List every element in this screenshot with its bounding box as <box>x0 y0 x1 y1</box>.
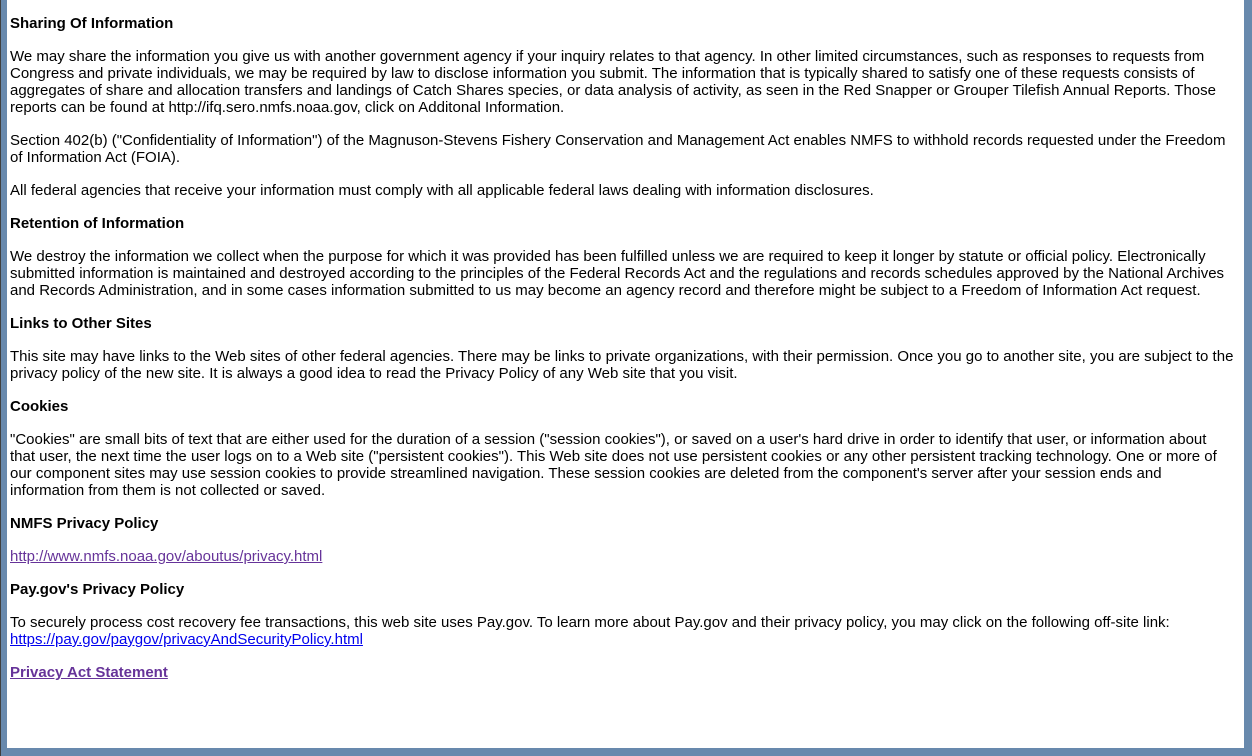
paragraph-privacy-act <box>10 664 1234 681</box>
nmfs-privacy-policy-link[interactable]: http://www.nmfs.noaa.gov/aboutus/privacy.html <box>10 548 323 565</box>
privacy-policy-page <box>1 0 1252 756</box>
paragraph-nmfs-link <box>10 548 1234 565</box>
paragraph-cookies: "Cookies" are small bits of text that are either used for the duration of a session ("session cookies"), or saved on a user's hard drive in order to identify that user, or information about that user, the next time the user logs on to a Web site ("persistent cookies"). This Web site does not use persistent cookies or any other persistent tracking technology. One or more of our component sites may use session cookies to provide streamlined navigation. These session cookies are deleted from the component's server after your session ends and information from them is not collected or saved. <box>10 431 1217 499</box>
page-content <box>7 0 1244 681</box>
paygov-privacy-policy-link[interactable]: https://pay.gov/paygov/privacyAndSecurityPolicy.html <box>10 631 363 648</box>
paragraph-sharing-1: We may share the information you give us with another government agency if your inquiry relates to that agency. In other limited circumstances, such as responses to requests from Congress and private individuals, we may be required by law to disclose information you submit. The information that is typically shared to satisfy one of these requests consists of aggregates of share and allocation transfers and landings of Catch Shares species, or data analysis of activity, as seen in the Red Snapper or Grouper Tilefish Annual Reports. Those reports can be found at http://ifq.sero.nmfs.noaa.gov, click on Additonal Information. <box>10 48 1216 116</box>
heading-nmfs-privacy-policy: NMFS Privacy Policy <box>10 515 159 532</box>
heading-paygov-privacy-policy: Pay.gov's Privacy Policy <box>10 581 185 598</box>
privacy-act-statement-link[interactable]: Privacy Act Statement <box>10 664 168 681</box>
heading-retention-of-information: Retention of Information <box>10 215 185 232</box>
heading-links-to-other-sites: Links to Other Sites <box>10 315 152 332</box>
paragraph-links: This site may have links to the Web sites of other federal agencies. There may be links to private organizations, with their permission. Once you go to another site, you are subject to the privacy policy of the new site. It is always a good idea to read the Privacy Policy of any Web site that you visit. <box>10 348 1234 382</box>
paragraph-retention: We destroy the information we collect when the purpose for which it was provided has been fulfilled unless we are required to keep it longer by statute or official policy. Electronically submitted information is maintained and destroyed according to the principles of the Federal Records Act and the regulations and records schedules approved by the National Archives and Records Administration, and in some cases information submitted to us may become an agency record and therefore might be subject to a Freedom of Information Act request. <box>10 248 1225 299</box>
paygov-intro-text: To securely process cost recovery fee transactions, this web site uses Pay.gov. To learn more about Pay.gov and their privacy policy, you may click on the following off-site link: <box>10 614 1170 631</box>
heading-cookies: Cookies <box>10 398 69 415</box>
paragraph-sharing-3: All federal agencies that receive your information must comply with all applicable federal laws dealing with information disclosures. <box>10 182 874 199</box>
heading-sharing-of-information: Sharing Of Information <box>10 15 174 32</box>
paragraph-paygov <box>10 614 1234 648</box>
paragraph-sharing-2: Section 402(b) ("Confidentiality of Information") of the Magnuson-Stevens Fishery Conservation and Management Act enables NMFS to withhold records requested under the Freedom of Information Act (FOIA). <box>10 132 1226 166</box>
